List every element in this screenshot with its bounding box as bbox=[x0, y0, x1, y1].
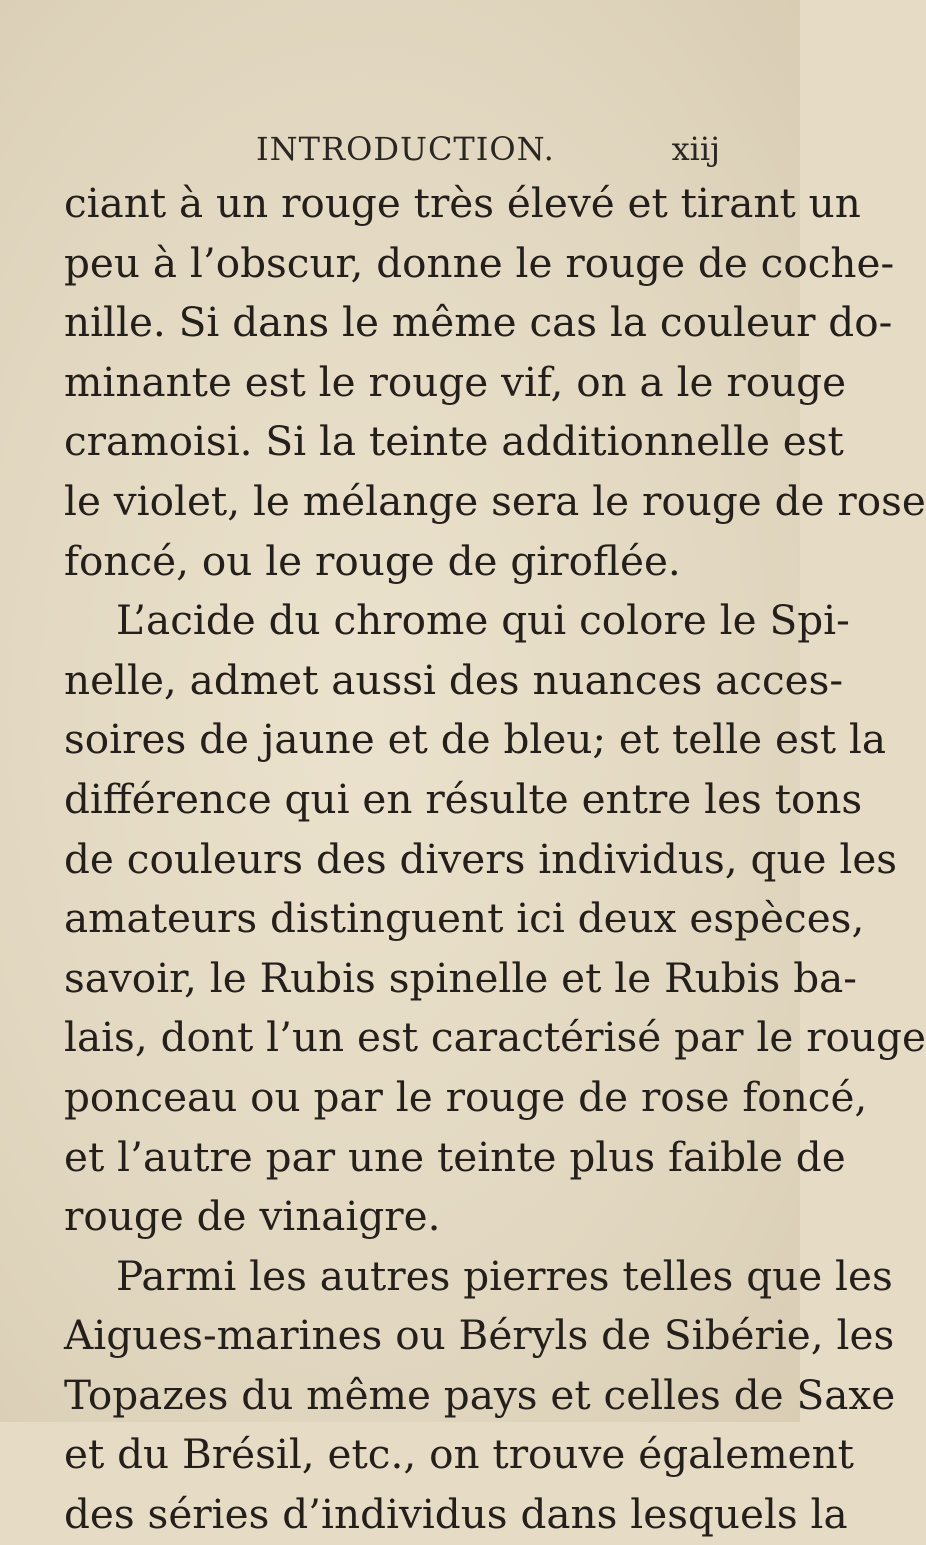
text-line: et l’autre par une teinte plus faible de bbox=[64, 1132, 846, 1181]
paragraph-end-line: rouge de vinaigre. bbox=[64, 1192, 441, 1241]
running-head-title: INTRODUCTION. bbox=[256, 130, 555, 168]
text-line: ponceau ou par le rouge de rose foncé, bbox=[64, 1072, 868, 1121]
text-line: le violet, le mélange sera le rouge de rose bbox=[64, 476, 926, 525]
body-text bbox=[64, 174, 926, 1545]
text-line: différence qui en résulte entre les tons bbox=[64, 774, 863, 823]
text-line: peu à l’obscur, donne le rouge de coche- bbox=[64, 238, 895, 287]
paragraph-start-line: Parmi les autres pierres telles que les bbox=[116, 1251, 893, 1300]
running-head bbox=[256, 130, 720, 176]
text-line: Aigues-marines ou Béryls de Sibérie, les bbox=[64, 1311, 895, 1360]
text-line: amateurs distinguent ici deux espèces, bbox=[64, 894, 865, 943]
paragraph-start-line: L’acide du chrome qui colore le Spi- bbox=[116, 596, 850, 645]
text-line: nille. Si dans le même cas la couleur do- bbox=[64, 298, 893, 347]
text-line: lais, dont l’un est caractérisé par le rouge bbox=[64, 1013, 926, 1062]
text-line: minante est le rouge vif, on a le rouge bbox=[64, 357, 847, 406]
page-number: xiij bbox=[671, 130, 720, 168]
text-line: savoir, le Rubis spinelle et le Rubis ba- bbox=[64, 953, 857, 1002]
text-line: et du Brésil, etc., on trouve également bbox=[64, 1430, 854, 1479]
text-line: cramoisi. Si la teinte additionnelle est bbox=[64, 417, 844, 466]
text-line: des séries d’individus dans lesquels la bbox=[64, 1490, 848, 1539]
text-line: ciant à un rouge très élevé et tirant un bbox=[64, 179, 861, 227]
text-line: nelle, admet aussi des nuances acces- bbox=[64, 655, 844, 704]
text-line: Topazes du même pays et celles de Saxe bbox=[64, 1370, 896, 1419]
paragraph-end-line: foncé, ou le rouge de giroflée. bbox=[64, 536, 681, 585]
text-line: soires de jaune et de bleu; et telle est la bbox=[64, 715, 887, 764]
text-line: de couleurs des divers individus, que les bbox=[64, 834, 898, 883]
